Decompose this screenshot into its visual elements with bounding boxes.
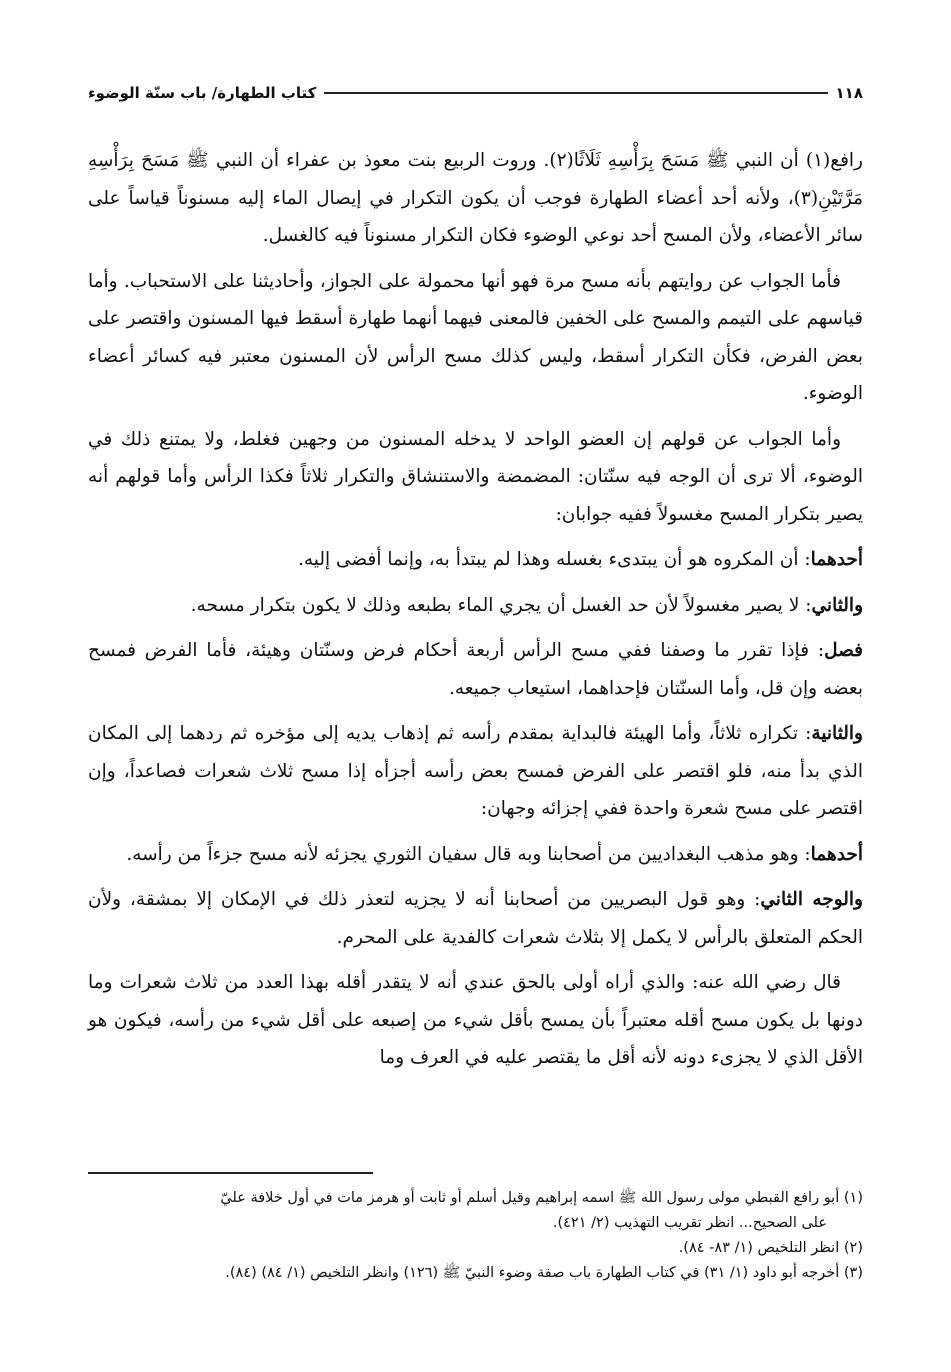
paragraph-lead: والوجه الثاني [760, 889, 863, 910]
footnote-continuation: على الصحيح... انظر تقريب التهذيب (٢/ ٤٢١). [552, 1215, 827, 1231]
book-page [88, 78, 863, 1085]
paragraph [88, 263, 863, 413]
paragraph [88, 964, 863, 1077]
paragraph [88, 836, 863, 874]
footnote-number: (٢) [843, 1240, 863, 1256]
main-text [88, 142, 863, 1077]
paragraph-text: وأما الجواب عن قولهم إن العضو الواحد لا يدخله المسنون من وجهين فغلط، ولا يمتنع ذلك في الوضوء، ألا ترى أن الوجه فيه سنّتان: المضمضة والاستنشاق والتكرار ثلاثاً فكذا الرأس وأما قولهم أنه يصير بتكرار المسح مغسولاً ففيه جوابان: [88, 428, 863, 525]
paragraph-text: : تكراره ثلاثاً، وأما الهيئة فالبداية بمقدم رأسه ثم إذهاب يديه إلى مؤخره ثم ردهما إلى المكان الذي بدأ منه، فلو اقتصر على الفرض فمسح بعض رأسه أجزأه إذا مسح ثلاث شعرات فصاعداً، وإن اقتصر على مسح شعرة واحدة ففي إجزائه وجهان: [88, 723, 863, 819]
footnote-text: أخرجه أبو داود (١/ ٣١) في كتاب الطهارة باب صفة وضوء النبيّ ﷺ (١٢٦) وانظر التلخيص (١/ ٨٤) (٨٤). [225, 1265, 840, 1281]
paragraph [88, 541, 863, 579]
running-title: كتاب الطهارة/ باب سنّة الوضوء [88, 84, 317, 102]
page-number: ١١٨ [835, 84, 863, 102]
paragraph-text: فأما الجواب عن روايتهم بأنه مسح مرة فهو أنها محمولة على الجواز، وأحاديثنا على الاستحباب. وأما قياسهم على التيمم والمسح على الخفين فالمعنى فيهما أنهما طهارة أسقط فيها المسنون واقتصر على بعض الفرض، فكأن التكرار أسقط، وليس كذلك مسح الرأس لأن المسنون معتبر فيه كسائر أعضاء الوضوء. [88, 270, 863, 404]
footnote [88, 1236, 863, 1261]
paragraph [88, 881, 863, 956]
footnote [88, 1186, 863, 1211]
paragraph-text: رافع(١) أن النبي ﷺ مَسَحَ بِرَأْسِهِ ثَلَاثًا(٢). وروت الربيع بنت معوذ بن عفراء أن النبي ﷺ مَسَحَ بِرَأْسِهِ مَرَّتَيْنِ(٣)، ولأنه أحد أعضاء الطهارة فوجب أن يكون التكرار في إيصال الماء إليه مسنوناً قياساً على سائر الأعضاء، ولأن المسح أحد نوعي الوضوء فكان التكرار مسنوناً فيه كالغسل. [88, 150, 863, 246]
paragraph-text: قال رضي الله عنه: والذي أراه أولى بالحق عندي أنه لا يتقدر أقله بهذا العدد من ثلاث شعرات وما دونها بل يكون مسح أقله معتبراً بأن يمسح بأقل شيء من إصبعه على أقل شيء من رأسه، فيكون هو الأقل الذي لا يجزىء دونه لأنه أقل ما يقتصر عليه في العرف وما [88, 972, 863, 1068]
header-rule [324, 92, 827, 94]
paragraph-text: : لا يصير مغسولاً لأن حد الغسل أن يجري الماء بطبعه وذلك لا يكون بتكرار مسحه. [190, 594, 812, 616]
footnotes [88, 1186, 863, 1286]
paragraph-lead: فصل [824, 640, 863, 661]
paragraph [88, 715, 863, 828]
paragraph-text: : أن المكروه هو أن يبتدىء بغسله وهذا لم يبتدأ به، وإنما أفضى إليه. [297, 549, 811, 570]
paragraph [88, 632, 863, 707]
paragraph-lead: والثاني [811, 594, 863, 616]
paragraph [88, 587, 863, 625]
footnote-number: (٣) [843, 1265, 863, 1281]
footnote-number: (١) [843, 1190, 863, 1206]
paragraph-lead: أحدهما [810, 843, 863, 865]
paragraph [88, 142, 863, 255]
paragraph-lead: والثانية [811, 723, 863, 744]
paragraph-text: : وهو مذهب البغداديين من أصحابنا وبه قال سفيان الثوري يجزئه لأنه مسح جزءاً من رأسه. [126, 843, 811, 865]
paragraph-text: : فإذا تقرر ما وصفنا ففي مسح الرأس أربعة أحكام فرض وسنّتان وهيئة، فأما الفرض فمسح بعضه وإن قل، وأما السنّتان فإحداهما، استيعاب جميعه. [88, 640, 863, 699]
paragraph-text: : وهو قول البصريين من أصحابنا أنه لا يجزيه لتعذر ذلك في الإمكان إلا بمشقة، ولأن الحكم المتعلق بالرأس لا يكمل إلا بثلاث شعرات كالفدية على المحرم. [88, 889, 863, 948]
paragraph [88, 421, 863, 534]
paragraph-lead: أحدهما [810, 549, 863, 570]
footnote-text: أبو رافع القبطي مولى رسول الله ﷺ اسمه إبراهيم وقيل أسلم أو ثابت أو هرمز مات في أول خلافة عليّ [220, 1190, 840, 1206]
footnote [88, 1261, 863, 1286]
footnote-rule [88, 1172, 373, 1174]
footnote-text: انظر التلخيص (١/ ٨٣- ٨٤). [678, 1240, 840, 1256]
running-header [88, 78, 863, 108]
